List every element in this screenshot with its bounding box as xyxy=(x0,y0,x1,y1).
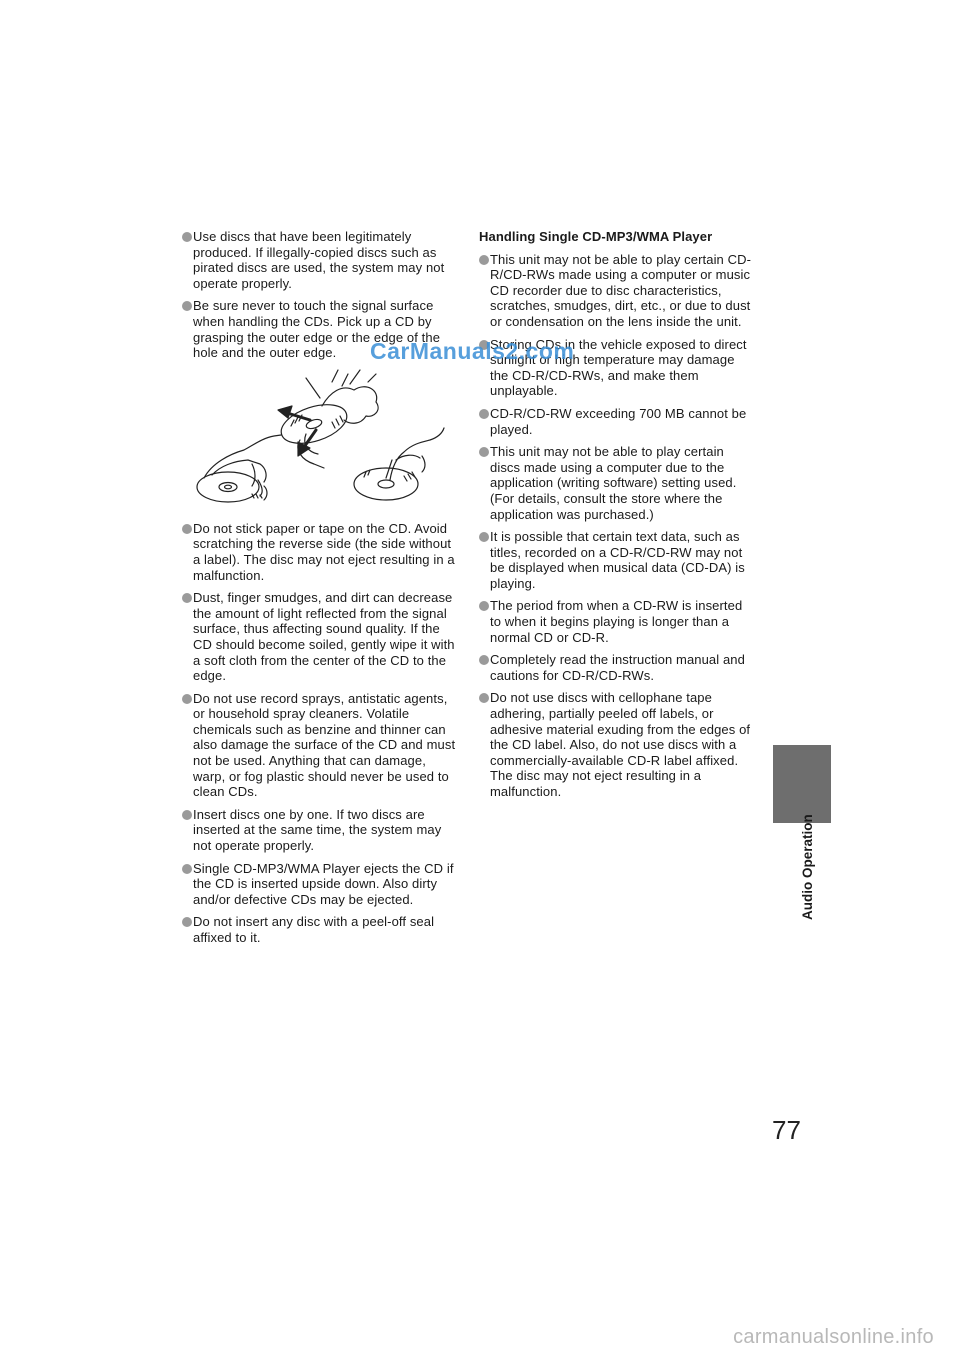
footer-watermark: carmanualsonline.info xyxy=(733,1326,934,1348)
bullet-item xyxy=(182,807,460,854)
bullet-dot-icon xyxy=(182,232,192,242)
bullet-item xyxy=(479,406,753,437)
disc-right xyxy=(354,468,418,500)
cd-handling-illustration xyxy=(182,368,460,508)
bullet-text: Do not use record sprays, antistatic agents, or household spray cleaners. Volatile chemicals such as benzine and thinner can also damage the surface of the CD and must not be used. Anything that can damage, warp, or fog plastic should never be used to clean CDs. xyxy=(193,690,456,800)
bullet-dot-icon xyxy=(479,447,489,457)
bullet-item xyxy=(479,598,753,645)
bullet-item xyxy=(479,652,753,683)
bullet-text: Use discs that have been legitimately produced. If illegally-copied discs such as pirated discs are used, the system may not operate properly. xyxy=(193,229,445,291)
bullet-text: The period from when a CD-RW is inserted to when it begins playing is longer than a normal CD or CD-R. xyxy=(490,598,743,645)
bullet-text: Insert discs one by one. If two discs are inserted at the same time, the system may not operate properly. xyxy=(193,806,442,854)
right-column xyxy=(479,229,753,807)
bullet-dot-icon xyxy=(182,694,192,704)
bullet-item xyxy=(479,444,753,522)
bullet-dot-icon xyxy=(182,917,192,927)
bullet-text: Do not use discs with cellophane tape adhering, partially peeled off labels, or adhesive material exuding from the edges of the CD label. Also, do not use discs with a commercially-available CD-R label affixed. The disc may not eject resulting in a malfunction. xyxy=(490,690,751,799)
disc-left xyxy=(197,472,259,502)
bullet-item xyxy=(479,529,753,591)
bullet-item xyxy=(182,691,460,800)
side-tab-label xyxy=(798,800,818,920)
bullet-dot-icon xyxy=(479,532,489,542)
bullet-item xyxy=(182,590,460,684)
bullet-item xyxy=(182,521,460,583)
bullet-dot-icon xyxy=(182,810,192,820)
bullet-text: CD-R/CD-RW exceeding 700 MB cannot be played. xyxy=(490,405,747,437)
bullet-item xyxy=(479,252,753,330)
side-tab-label-text: Audio Operation xyxy=(800,814,815,920)
bullet-text: It is possible that certain text data, such as titles, recorded on a CD-R/CD-RW may not be displayed when musical data (CD-DA) is playing. xyxy=(490,529,745,591)
cd-handling-figure xyxy=(182,368,460,508)
bullet-dot-icon xyxy=(479,693,489,703)
bullet-dot-icon xyxy=(182,864,192,874)
bullet-item xyxy=(479,690,753,799)
bullet-text: Completely read the instruction manual and cautions for CD-R/CD-RWs. xyxy=(490,652,745,683)
bullet-text: Do not insert any disc with a peel-off seal affixed to it. xyxy=(193,914,435,945)
bullet-item xyxy=(182,914,460,945)
bullet-text: This unit may not be able to play certain CD-R/CD-RWs made using a computer or music CD recorder due to disc characteristics, scratches, smudges, dirt, etc., or due to dust or condensation on the lens inside the unit. xyxy=(490,251,752,329)
bullet-dot-icon xyxy=(479,601,489,611)
bullet-text: Storing CDs in the vehicle exposed to direct sunlight or high temperature may damage the CD-R/CD-RWs, and make them unplayable. xyxy=(490,336,747,399)
disc-middle xyxy=(276,397,351,450)
bullet-dot-icon xyxy=(182,524,192,534)
section-heading: Handling Single CD-MP3/WMA Player xyxy=(479,229,713,244)
watermark-overlay: CarManuals2.com xyxy=(370,338,575,364)
bullet-text: Be sure never to touch the signal surface when handling the CDs. Pick up a CD by grasping the outer edge or the edge of the hole and the outer edge. xyxy=(193,298,441,361)
bullet-text: This unit may not be able to play certain discs made using a computer due to the application (writing software) setting used. (For details, consult the store where the application was purchased.) xyxy=(490,444,737,522)
bullet-item xyxy=(182,229,460,291)
bullet-text: Dust, finger smudges, and dirt can decrease the amount of light reflected from the signal surface, thus affecting sound quality. If the CD should become soiled, gently wipe it with a soft cloth from the center of the CD to the edge. xyxy=(193,590,455,684)
bullet-dot-icon xyxy=(479,655,489,665)
bullet-text: Do not stick paper or tape on the CD. Avoid scratching the reverse side (the side without a label). The disc may not eject resulting in a malfunction. xyxy=(193,520,455,583)
bullet-dot-icon xyxy=(182,301,192,311)
bullet-item xyxy=(182,861,460,908)
bullet-text: Single CD-MP3/WMA Player ejects the CD if the CD is inserted upside down. Also dirty and/or defective CDs may be ejected. xyxy=(193,860,454,907)
page-number: 77 xyxy=(772,1115,801,1145)
bullet-dot-icon xyxy=(182,593,192,603)
bullet-dot-icon xyxy=(479,255,489,265)
bullet-dot-icon xyxy=(479,409,489,419)
